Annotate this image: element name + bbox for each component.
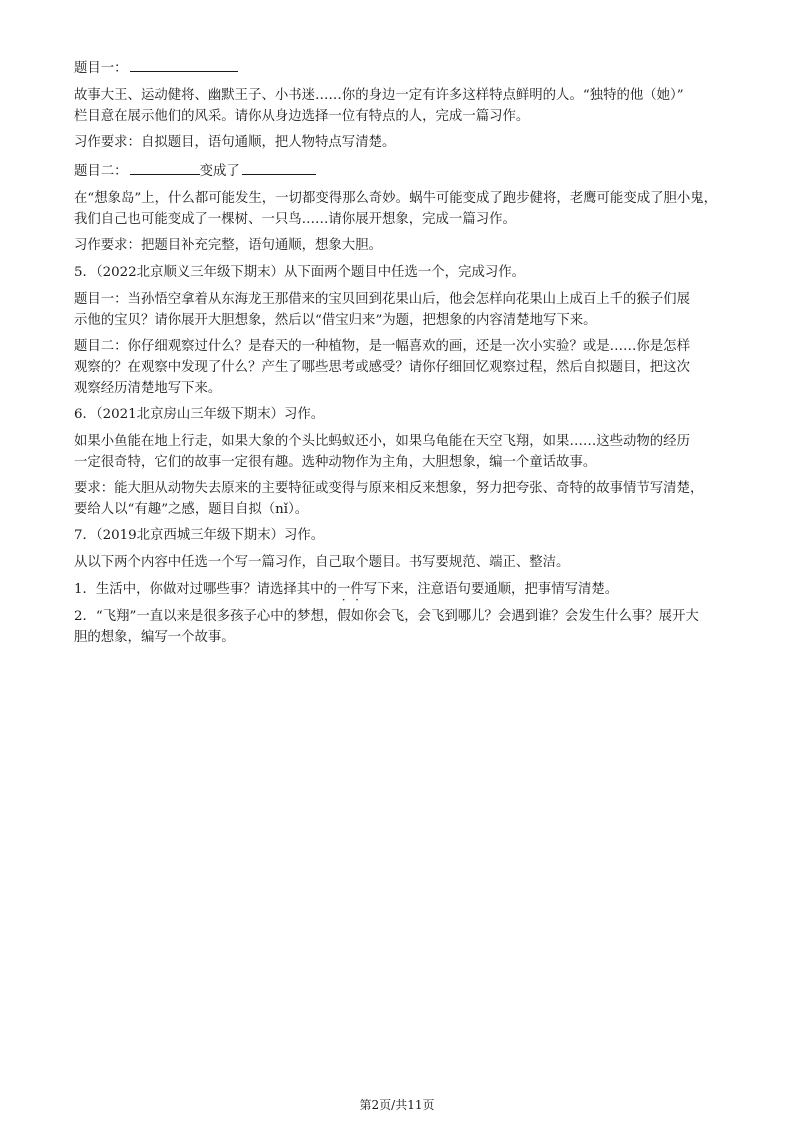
question-6-body: [74, 431, 734, 473]
question-6-requirement: [74, 478, 734, 520]
requirement-b: 习作要求：把题目补充完整，语句通顺，想象大胆。: [74, 238, 382, 253]
question-6-heading: 6．（2021北京房山三年级下期末）习作。: [74, 407, 325, 422]
question-5-heading: 5．（2022北京顺义三年级下期末）从下面两个题目中任选一个，完成习作。: [74, 265, 526, 280]
paragraph-line: 我们自己也可能变成了一棵树、一只鸟……请你展开想象，完成一篇习作。: [74, 212, 516, 227]
paragraph-line: 观察经历清楚地写下来。: [74, 381, 222, 396]
question-7-item-2: [74, 606, 734, 648]
page-footer: 第2页/共11页: [359, 1098, 435, 1112]
question-5-topic-1: [74, 289, 734, 331]
paragraph-line: 一定很奇特，它们的故事一定很有趣。选种动物作为主角，大胆想象，编一个童话故事。: [74, 455, 597, 470]
topic-one-line: [74, 56, 734, 79]
topic-two-label: 题目二：: [74, 164, 128, 179]
requirement-a: 习作要求：自拟题目，语句通顺，把人物特点写清楚。: [74, 135, 396, 150]
topic-one-blank: [130, 56, 238, 72]
paragraph-line: 要给人以“有趣”之感，题目自拟（nǐ）。: [74, 502, 309, 517]
question-5-topic-2: [74, 336, 734, 399]
question-7-item-1: [74, 579, 734, 600]
paragraph-line: 2．“飞翔”一直以来是很多孩子心中的梦想，假如你会飞，会飞到哪儿？会遇到谁？会发生什么事？展开大: [74, 609, 699, 624]
paragraph-line: 胆的想象，编写一个故事。: [74, 630, 235, 645]
paragraph-line: 题目一：当孙悟空拿着从东海龙王那借来的宝贝回到花果山后，他会怎样向花果山上成百上千的猴子们展: [74, 292, 690, 307]
paragraph-line: 要求：能大胆从动物失去原来的主要特征或变得与原来相反来想象，努力把夸张、奇特的故事情节写清楚，: [74, 481, 704, 496]
question-7-intro: 从以下两个内容中任选一个写一篇习作，自己取个题目。书写要规范、端正、整洁。: [74, 555, 570, 570]
emphasis-char: 一: [336, 582, 351, 597]
paragraph-line: 在“想象岛”上，什么都可能发生，一切都变得那么奇妙。蜗牛可能变成了跑步健将，老鹰可能变成了胆小鬼，: [74, 191, 718, 206]
topic-two-middle: 变成了: [199, 164, 240, 179]
paragraph-line: 如果小鱼能在地上行走，如果大象的个头比蚂蚁还小，如果乌龟能在天空飞翔，如果……这些动物的经历: [74, 434, 690, 449]
topic-two-blank-2: [242, 159, 316, 175]
paragraph-line: 栏目意在展示他们的风采。请你从身边选择一位有特点的人，完成一篇习作。: [74, 109, 530, 124]
topic-two-blank-1: [130, 159, 200, 175]
item-1-text-start: 1．生活中，你做对过哪些事？请选择其中的: [74, 582, 337, 597]
topic-two-line: [74, 159, 734, 182]
paragraph-line: 故事大王、运动健将、幽默王子、小书迷……你的身边一定有许多这样特点鲜明的人。“独特的他（她）”: [74, 88, 684, 103]
paragraph-imagination-island: [74, 188, 734, 230]
item-1-text-end: 写下来，注意语句要通顺，把事情写清楚。: [363, 582, 619, 597]
emphasis-char: 件: [350, 582, 364, 597]
document-page: [74, 56, 734, 648]
topic-one-label: 题目一：: [74, 61, 128, 76]
paragraph-line: 观察的？在观察中发现了什么？产生了哪些思考或感受？请你仔细回忆观察过程，然后自拟题目，把这次: [74, 360, 690, 375]
paragraph-line: 题目二：你仔细观察过什么？是春天的一种植物，是一幅喜欢的画，还是一次小实验？或是……你是怎样: [74, 339, 690, 354]
question-7-heading: 7．（2019北京西城三年级下期末）习作。: [74, 528, 325, 543]
paragraph-line: 示他的宝贝？请你展开大胆想象，然后以“借宝归来”为题，把想象的内容清楚地写下来。: [74, 313, 597, 328]
paragraph-outstanding-person: [74, 85, 734, 127]
